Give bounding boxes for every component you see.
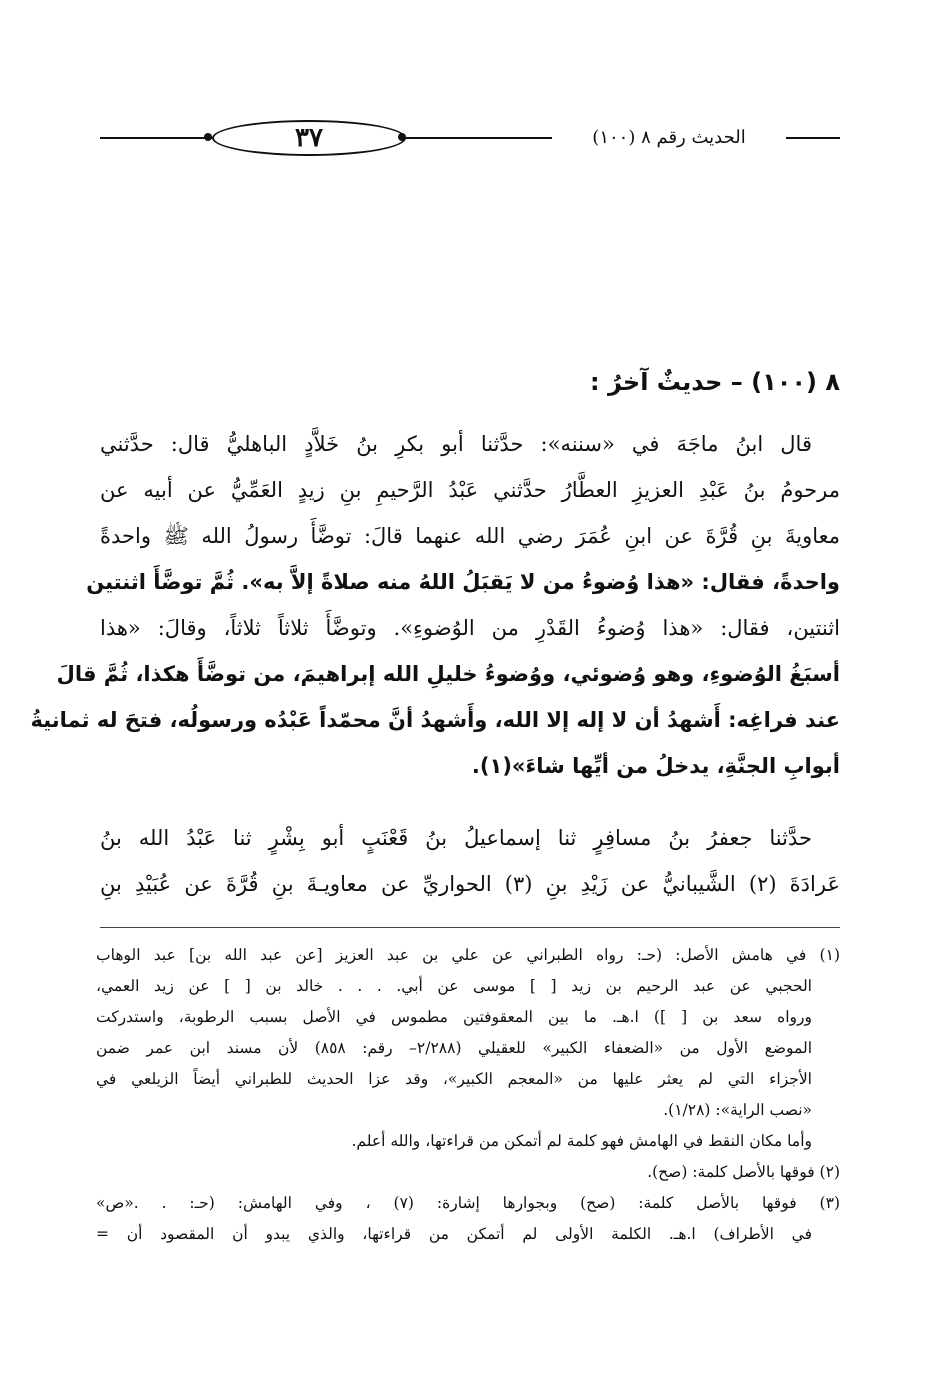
text-line: أبوابِ الجنَّةِ، يدخلُ من أيِّها شاءَ»(١). [471, 754, 840, 778]
text-line: أسبَغُ الوُضوءِ، وهو وُضوئي، ووُضوءُ خليلِ الله إبراهيمَ، من توضَّأَ هكذا، ثُمَّ قالَ [56, 662, 840, 686]
footnote-line: (٣) فوقها بالأصل كلمة: (صح) وبجوارها إشارة: (٧) ، وفي الهامش: (حـ: . .«ص» [96, 1194, 840, 1212]
header-rule [402, 137, 552, 139]
footnote-line: (٢) فوقها بالأصل كلمة: (صح). [647, 1163, 840, 1181]
footnote-line: ورواه سعد بن [ ]) ا.هـ. ما بين المعقوفتين مطموس في الأصل بسبب الرطوبة، واستدركت [96, 1008, 812, 1026]
running-title: الحديث رقم ٨ (١٠٠) [592, 127, 746, 148]
text-line: حدَّثنا جعفرُ بنُ مسافِرٍ ثنا إسماعيلُ بنُ قَعْنَبٍ أبو بِشْرٍ ثنا عَبْدُ الله بنُ [100, 826, 812, 850]
header-rule [786, 137, 840, 139]
page-number: ٣٧ [212, 120, 406, 156]
hadith-heading: ٨ (١٠٠) – حديثٌ آخرُ : [590, 368, 840, 396]
header-rule [100, 137, 212, 139]
footnote-line: وأما مكان النقط في الهامش فهو كلمة لم أتمكن من قراءتها، والله أعلم. [351, 1132, 812, 1150]
text-line: عَرادَةَ (٢) الشَّيبانيُّ عن زَيْدِ بنِ (٣) الحواريِّ عن معاويـةَ بنِ قُرَّةَ عن عُبَيْدِ بنِ [100, 872, 840, 896]
footnote-line: الأجزاء التي لم يعثر عليها من «المعجم الكبير»، وقد عزا الحديث للطبراني أيضاً الزيلعي في [96, 1070, 812, 1088]
ornament-dot [204, 133, 212, 141]
text-line: قال ابنُ ماجَهَ في «سننه»: حدَّثنا أبو بكرِ بنُ خَلاَّدٍ الباهليُّ قال: حدَّثني [100, 432, 812, 456]
text-line: معاويةَ بنِ قُرَّةَ عن ابنِ عُمَرَ رضي الله عنهما قالَ: توضَّأَ رسولُ الله ﷺ واحدةً [100, 524, 840, 548]
text-line: عند فراغِه: أَشهدُ أن لا إله إلا الله، وأَشهدُ أنَّ محمّداً عَبْدُه ورسولُه، فتحَ له ثمانيةُ [30, 708, 840, 732]
text-line: مرحومُ بنُ عَبْدِ العزيزِ العطَّارُ حدَّثني عَبْدُ الرَّحيمِ بنِ زيدٍ العَمِّيُّ عن أبيه عن [100, 478, 840, 502]
footnote-line: الحجبي عن عبد الرحيم بن زيد [ ] موسى عن أبي. . . . خالد بن [ ] عن زيد العمي، [96, 977, 812, 995]
footnote-line: «نصب الراية»: (١/٢٨). [663, 1101, 812, 1119]
footnote-line: (١) في هامش الأصل: (حـ: رواه الطبراني عن علي بن عبد العزيز [عن عبد الله بن] عبد الوهاب [96, 946, 840, 964]
footnote-line: الموضع الأول من «الضعفاء الكبير» للعقيلي (٢/٢٨٨– رقم: ٨٥٨) لأن مسند ابن عمر ضمن [96, 1039, 812, 1057]
footnote-line: في الأطراف) ا.هـ. الكلمة الأولى لم أتمكن من قراءتها، والذي يبدو أن المقصود أن = [96, 1225, 812, 1243]
footnote-divider [100, 927, 840, 928]
text-line: واحدةً، فقال: «هذا وُضوءُ من لا يَقبَلُ اللهُ منه صلاةً إلاَّ به». ثُمَّ توضَّأَ اثنتين [86, 570, 840, 594]
text-line: اثنتين، فقال: «هذا وُضوءُ القَدْرِ من الوُضوءِ». وتوضَّأَ ثلاثاً ثلاثاً، وقالَ: «هذا [100, 616, 840, 640]
running-header [100, 118, 840, 158]
